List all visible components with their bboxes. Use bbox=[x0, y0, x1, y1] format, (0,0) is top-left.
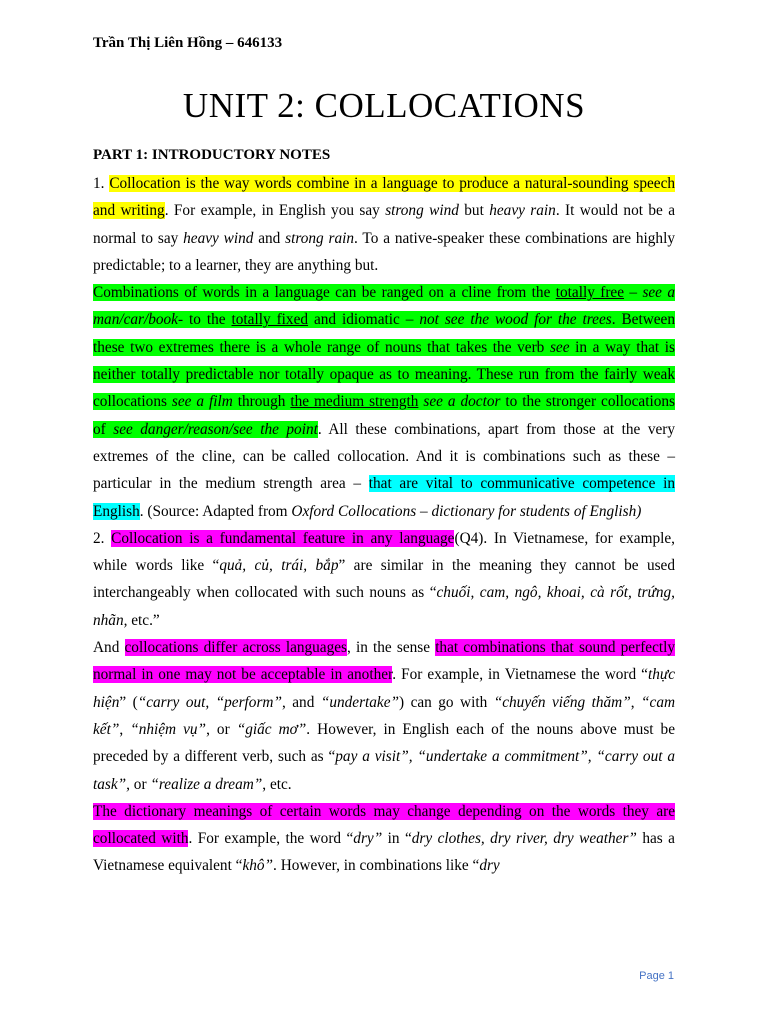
text: (Q4). In Vietnamese, for example, while words like “ bbox=[93, 529, 676, 575]
author-header: Trần Thị Liên Hồng – 646133 bbox=[93, 35, 283, 51]
italic-text: dry clothes, dry river, dry weather” bbox=[411, 830, 637, 848]
text: etc.” bbox=[127, 611, 160, 629]
paragraph-1 bbox=[93, 170, 675, 279]
text: , in the sense bbox=[347, 639, 436, 657]
text: . For example, in Vietnamese the word “ bbox=[392, 666, 648, 684]
highlight-magenta: that combinations that sound perfectly normal in one may not be acceptable in another bbox=[93, 639, 676, 684]
italic-text: khô” bbox=[242, 857, 274, 875]
italic-text: Oxford Collocations – dictionary for students of English) bbox=[291, 502, 642, 520]
page-title: UNIT 2: COLLOCATIONS bbox=[182, 86, 586, 125]
paragraph-3 bbox=[93, 525, 675, 634]
italic-text: chuối, cam, ngô, khoai, cà rốt, trứng, nhãn, bbox=[93, 584, 675, 629]
italic-text: “undertake” bbox=[320, 693, 400, 711]
italic-text: pay a visit”, “undertake a commitment”, “carry out a task”, bbox=[93, 748, 675, 793]
highlight-cyan: that are vital to communicative competence in English bbox=[93, 475, 675, 520]
paragraph-2 bbox=[93, 279, 675, 525]
italic-text: “realize a dream” bbox=[150, 775, 263, 793]
text: . (Source: Adapted from bbox=[139, 502, 292, 520]
paragraph-4 bbox=[93, 634, 675, 798]
text: , or bbox=[206, 720, 237, 738]
part-heading: PART 1: INTRODUCTORY NOTES bbox=[93, 147, 331, 163]
text: . All these combinations, apart from those at the very extremes of the cline, can be called collocation. And it is combinations such as these – particular in the medium strength area – bbox=[93, 420, 675, 493]
text: in “ bbox=[382, 830, 412, 848]
paragraph-number: 2. bbox=[93, 529, 112, 547]
highlight-green bbox=[93, 284, 675, 437]
highlight-magenta: collocations differ across languages bbox=[124, 639, 347, 657]
italic-text: “cam kết” bbox=[93, 693, 676, 738]
italic-text: see danger/reason/see the point bbox=[113, 420, 318, 438]
page-number: Page 1 bbox=[639, 970, 674, 982]
text: but bbox=[458, 202, 490, 220]
text: Combinations of words in a language can be ranged on a cline from the bbox=[93, 284, 556, 302]
text: and idiomatic – bbox=[308, 311, 420, 329]
italic-text: heavy wind bbox=[183, 229, 254, 247]
text: , and bbox=[281, 693, 321, 711]
italic-text: dry” bbox=[353, 830, 383, 848]
italic-text: quả, củ, trái, bắp bbox=[219, 557, 339, 575]
text: to the bbox=[183, 311, 232, 329]
italic-text: strong wind bbox=[385, 202, 459, 220]
paragraph-number: 1. bbox=[93, 175, 110, 192]
text: . Between these two extremes there is a whole range of nouns that takes the verb bbox=[93, 311, 675, 356]
highlight-magenta: The dictionary meanings of certain words may change depending on the words they are collocated with bbox=[93, 802, 675, 848]
text: ) can go with bbox=[399, 693, 494, 711]
italic-text: “giấc mơ” bbox=[236, 720, 307, 738]
italic-text: “nhiệm vụ” bbox=[130, 720, 207, 738]
text: . For example, the word “ bbox=[188, 830, 354, 848]
italic-text: see a man/car/book- bbox=[93, 284, 676, 329]
italic-text: not see the wood for the trees bbox=[419, 311, 612, 329]
document-body bbox=[93, 170, 675, 880]
italic-text: thực hiện bbox=[93, 666, 676, 711]
italic-text: see a film bbox=[171, 393, 233, 411]
text: , etc. bbox=[262, 775, 292, 793]
text: in a way that is neither totally predictable nor totally opaque as to meaning. These run from the fairly weak collocations bbox=[93, 338, 675, 411]
text: , bbox=[630, 693, 642, 711]
text: through bbox=[232, 393, 291, 411]
italic-text: see a doctor bbox=[423, 393, 501, 411]
text: or bbox=[129, 775, 151, 793]
text: to the stronger collocations of bbox=[93, 393, 675, 438]
text: , bbox=[119, 720, 131, 738]
text: . However, in combinations like “ bbox=[273, 857, 480, 875]
italic-text: “chuyến viếng thăm” bbox=[493, 693, 631, 711]
italic-text: dry bbox=[479, 857, 500, 875]
underlined-text: totally fixed bbox=[231, 311, 309, 329]
italic-text: “carry out, “perform” bbox=[137, 693, 282, 711]
text: . To a native-speaker these combinations are highly predictable; to a learner, they are anything but. bbox=[93, 229, 675, 274]
text: And bbox=[93, 639, 125, 657]
underlined-text: totally free bbox=[555, 284, 625, 302]
text: ” ( bbox=[119, 693, 138, 711]
text: ” are similar in the meaning they cannot be used interchangeably when collocated with such nouns as “ bbox=[93, 557, 675, 602]
text: has a Vietnamese equivalent “ bbox=[93, 830, 675, 875]
underlined-text: the medium strength bbox=[290, 393, 419, 411]
text: and bbox=[253, 229, 286, 247]
paragraph-5 bbox=[93, 798, 675, 880]
italic-text: heavy rain bbox=[489, 202, 556, 220]
italic-text: see bbox=[549, 338, 570, 356]
italic-text: strong rain bbox=[285, 229, 355, 247]
text: – bbox=[624, 284, 643, 302]
text: . For example, in English you say bbox=[164, 202, 386, 220]
highlight-yellow: Collocation is the way words combine in a language to produce a natural-sounding speech and writing bbox=[93, 175, 676, 220]
highlight-magenta: Collocation is a fundamental feature in any language bbox=[111, 529, 455, 547]
text: . However, in English each of the nouns above must be preceded by a different verb, such as “ bbox=[93, 720, 675, 766]
text: . It would not be a normal to say bbox=[93, 202, 675, 247]
